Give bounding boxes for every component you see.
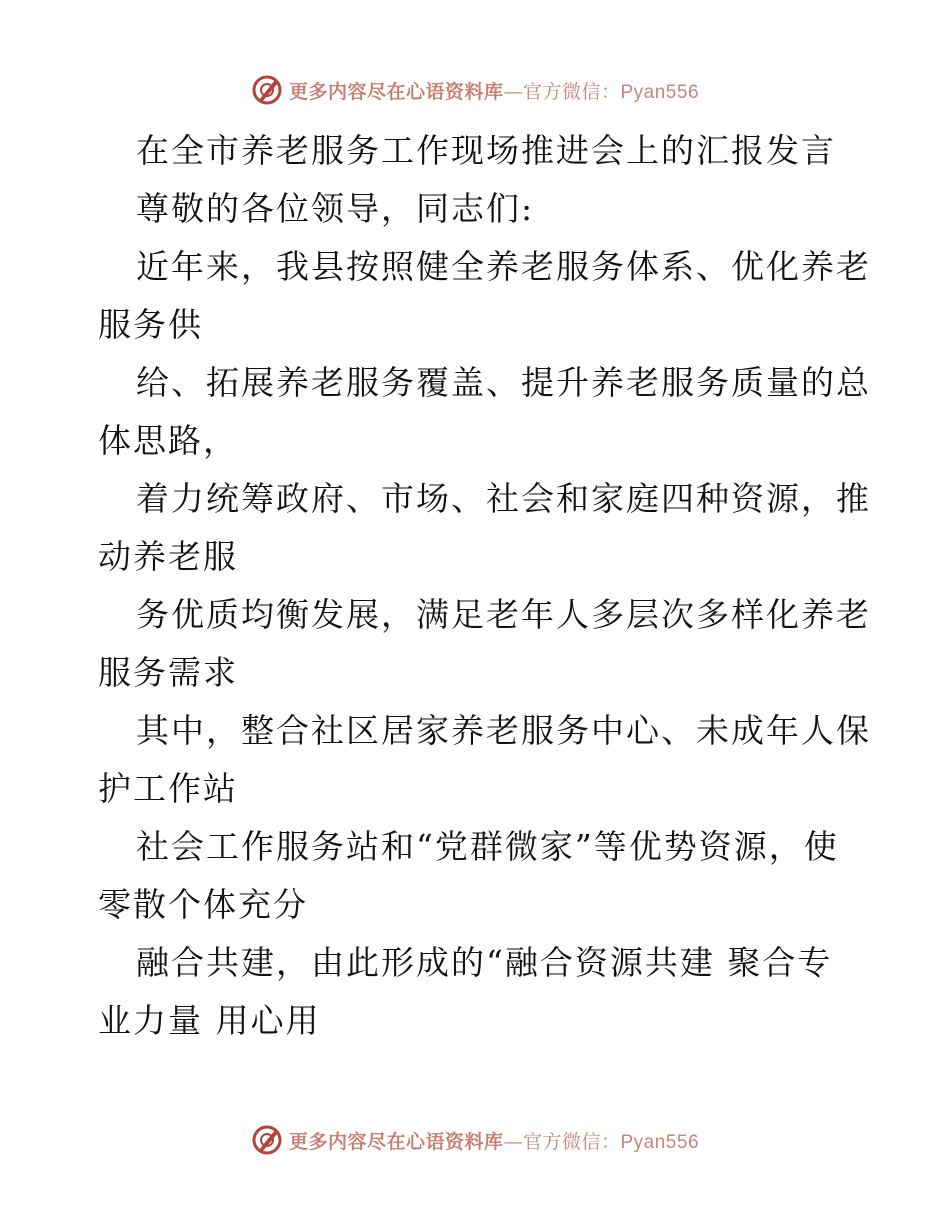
header-banner-text: [289, 77, 699, 104]
paragraph-line: 服务需求: [98, 653, 238, 692]
header-banner-main: 更多内容尽在心语资料库: [288, 80, 504, 103]
header-banner-dash: —: [503, 80, 523, 103]
paragraph-line: 其中，整合社区居家养老服务中心、未成年人保: [136, 711, 871, 750]
footer-banner: [0, 1120, 950, 1160]
footer-banner-wechat: 官方微信：: [522, 1130, 621, 1153]
paragraph-line: 服务供: [98, 305, 203, 344]
header-banner-id: Pyan556: [620, 81, 700, 103]
salutation: 尊敬的各位领导，同志们:: [136, 189, 535, 228]
paragraph-line: 给、拓展养老服务覆盖、提升养老服务质量的总: [136, 363, 871, 402]
footer-banner-text: [289, 1127, 699, 1154]
header-banner: [0, 70, 950, 110]
footer-banner-dash: —: [503, 1130, 523, 1153]
paragraph-line: 融合共建，由此形成的“融合资源共建 聚合专: [136, 943, 833, 982]
paragraph-line: 体思路，: [98, 421, 238, 460]
quill-logo-icon: [251, 74, 283, 106]
document-body: [98, 122, 871, 1050]
footer-banner-id: Pyan556: [620, 1131, 700, 1153]
paragraph-line: 着力统筹政府、市场、社会和家庭四种资源，推: [136, 479, 871, 518]
header-banner-wechat: 官方微信：: [522, 80, 621, 103]
paragraph-line: 护工作站: [98, 769, 238, 808]
paragraph-line: 业力量 用心用: [98, 1001, 321, 1040]
paragraph-line: 近年来，我县按照健全养老服务体系、优化养老: [136, 247, 871, 286]
paragraph-line: 社会工作服务站和“党群微家”等优势资源，使: [136, 827, 839, 866]
paragraph-line: 动养老服: [98, 537, 238, 576]
document-title: 在全市养老服务工作现场推进会上的汇报发言: [136, 131, 836, 170]
paragraph-line: 务优质均衡发展，满足老年人多层次多样化养老: [136, 595, 871, 634]
footer-banner-main: 更多内容尽在心语资料库: [288, 1130, 504, 1153]
quill-logo-icon: [251, 1124, 283, 1156]
paragraph-line: 零散个体充分: [98, 885, 308, 924]
